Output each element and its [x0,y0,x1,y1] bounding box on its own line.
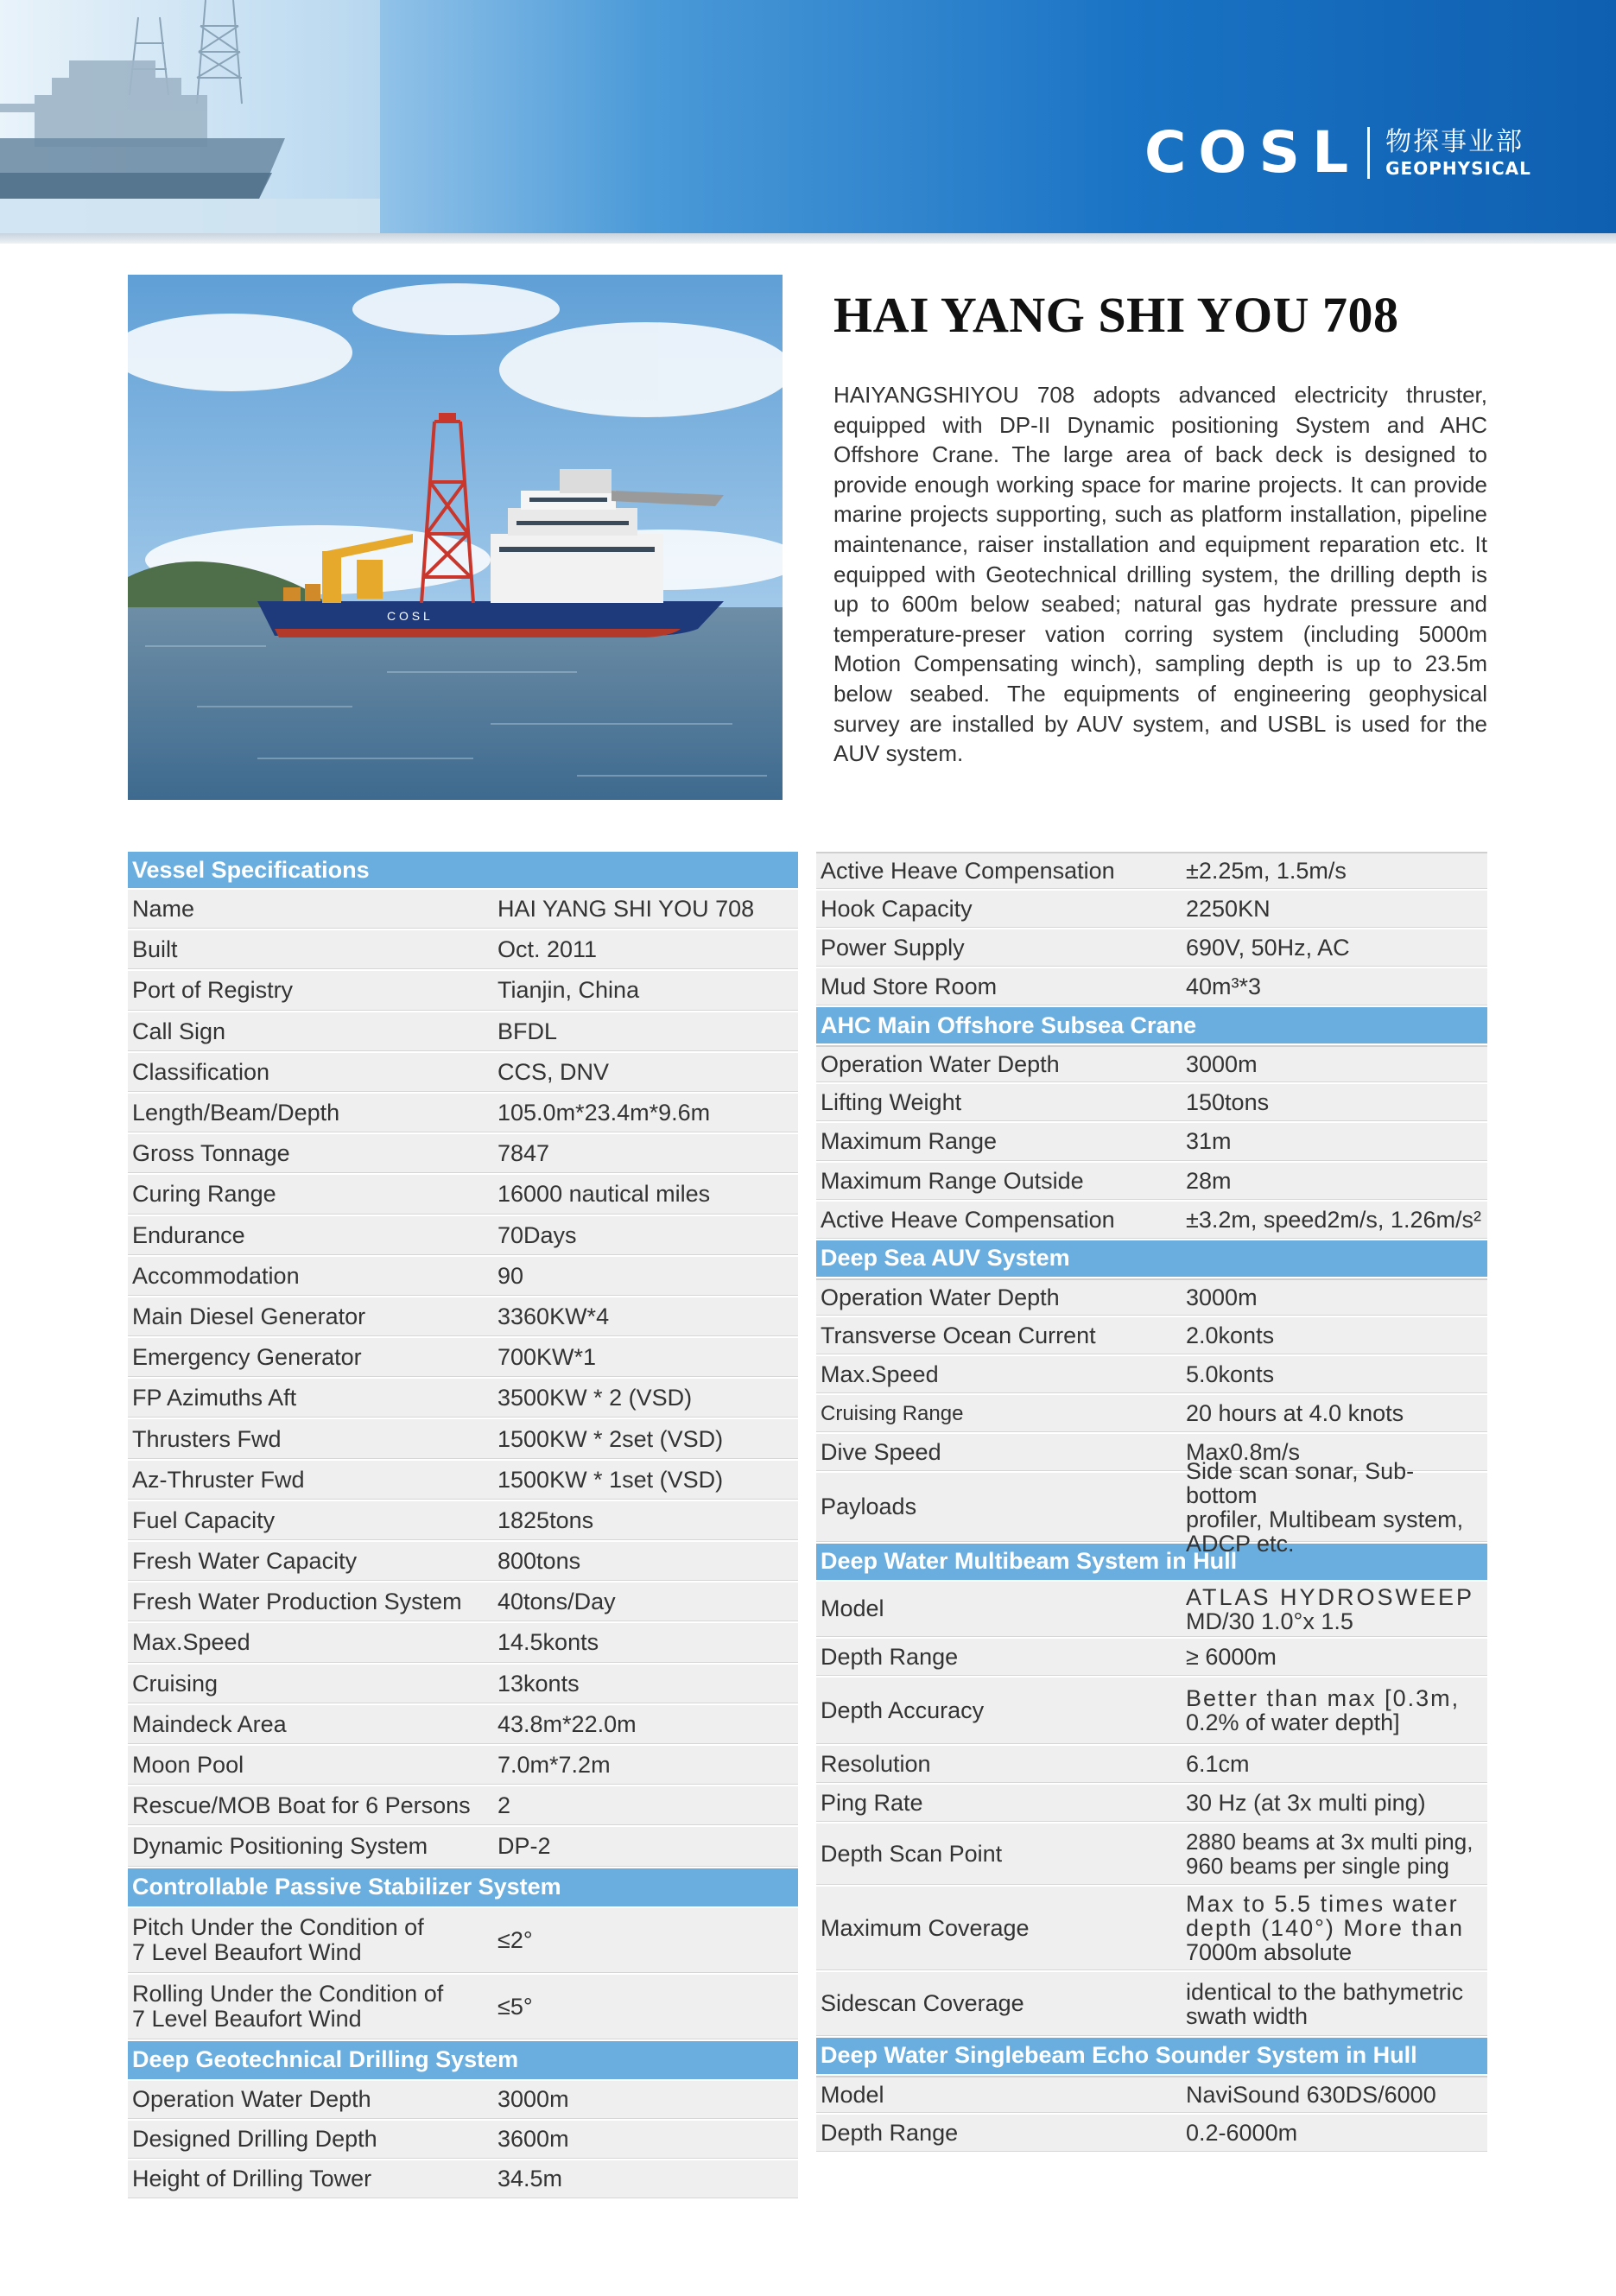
table-row [128,1827,798,1868]
row-value-line: MD/30 1.0°x 1.5 [1186,1608,1353,1634]
table-row [816,2115,1487,2153]
table-row [816,891,1487,929]
row-label: Thrusters Fwd [132,1425,282,1452]
section-header-multibeam: Deep Water Multibeam System in Hull [816,1544,1487,1582]
table-row [128,1012,798,1053]
row-label: Fuel Capacity [132,1506,276,1533]
row-label [128,1915,497,1965]
row-label: Main Diesel Generator [132,1303,366,1329]
row-label: Dive Speed [821,1438,941,1465]
row-value-line: depth (140°) More than [1186,1915,1464,1942]
row-label: Payloads [821,1494,917,1520]
table-row [816,1084,1487,1123]
row-label: Operation Water Depth [821,1284,1060,1310]
row-value: NaviSound 630DS/6000 [1186,2081,1436,2108]
row-value: CCS, DNV [497,1058,610,1085]
row-value: 14.5konts [497,1629,599,1656]
row-label: Depth Accuracy [821,1697,985,1723]
row-value: BFDL [497,1018,558,1044]
table-row [816,1639,1487,1678]
row-label: Curing Range [132,1181,276,1208]
row-label: Accommodation [132,1262,300,1289]
section-header-drilling: Deep Geotechnical Drilling System [128,2041,798,2081]
table-row [816,1678,1487,1746]
row-label: FP Azimuths Aft [132,1385,297,1411]
row-label: Depth Range [821,2119,959,2146]
table-row [128,1053,798,1094]
row-value [1186,1686,1487,1735]
section-header-crane: AHC Main Offshore Subsea Crane [816,1007,1487,1045]
table-row [816,1045,1487,1084]
row-label: Model [821,2081,884,2108]
row-label: Height of Drilling Tower [132,2166,372,2191]
section-header-singlebeam: Deep Water Singlebeam Echo Sounder System in Hull [816,2038,1487,2076]
singlebeam-list [816,2076,1487,2153]
table-row [816,2076,1487,2115]
row-value-line: Max to 5.5 times water [1186,1891,1459,1918]
table-row [816,1163,1487,1202]
row-value: 34.5m [497,2166,563,2191]
table-row [128,1216,798,1257]
logo-separator [1367,127,1370,179]
row-label: Active Heave Compensation [821,858,1115,884]
row-label: Cruising [132,1670,219,1697]
row-label: Depth Range [821,1643,959,1670]
table-row [128,1338,798,1379]
table-row [816,1395,1487,1434]
row-label: Transverse Ocean Current [821,1322,1096,1348]
row-value-line: Better than max [0.3m, [1186,1685,1461,1712]
row-label: Max.Speed [821,1360,939,1387]
row-value-line: 960 beams per single ping [1186,1853,1449,1880]
table-row [128,1379,798,1419]
row-value: Tianjin, China [497,977,640,1004]
row-value-line: swath width [1186,2002,1309,2029]
row-label: Built [132,936,178,963]
table-row [816,1123,1487,1162]
row-label: Az-Thruster Fwd [132,1466,305,1493]
logo-wordmark: COSL [1144,119,1361,186]
table-row [816,1582,1487,1639]
table-row [128,2160,798,2200]
row-label [128,1982,497,2032]
table-row [128,1542,798,1582]
row-label: Port of Registry [132,977,294,1004]
row-value-line: Side scan sonar, Sub-bottom [1186,1457,1415,1508]
table-row [816,1278,1487,1317]
row-value: ≤2° [497,1926,533,1953]
table-row [128,1175,798,1215]
row-label: Dynamic Positioning System [132,1833,428,1860]
table-row [128,1582,798,1623]
row-value: DP-2 [497,1833,551,1860]
row-label: Moon Pool [132,1752,244,1779]
row-label: Sidescan Coverage [821,1990,1024,2017]
row-value: 1500KW * 2set (VSD) [497,1425,724,1452]
row-value: 7.0m*7.2m [497,1752,611,1779]
row-label: Maximum Range Outside [821,1167,1084,1194]
row-label: Maximum Coverage [821,1914,1030,1941]
table-row [128,1623,798,1664]
cosl-logo [1144,119,1531,186]
row-value [1186,1892,1487,1964]
row-value [1186,1585,1487,1633]
row-value: 3000m [497,2086,569,2112]
row-label: Operation Water Depth [132,2086,371,2112]
row-label-line: 7 Level Beaufort Wind [132,1939,362,1965]
row-label-line: Rolling Under the Condition of [132,1981,444,2007]
table-row [128,930,798,971]
section-header-vessel-specifications: Vessel Specifications [128,852,798,890]
row-value: 0.2-6000m [1186,2119,1298,2146]
row-value: 28m [1186,1167,1232,1194]
row-value: 90 [497,1262,524,1289]
row-label: Mud Store Room [821,974,998,999]
vessel-description: HAIYANGSHIYOU 708 adopts advanced electricity thruster, equipped with DP-II Dynamic positioning System and AHC Offshore Crane. The large area of back deck is designed to provide enough working space for marine projects. It can provide marine projects supporting, such as platform installation, pipeline maintenance, raiser installation and equipment reparation etc. It equipped with Geotechnical drilling system, the drilling depth is up to 600m below seabed; natural gas hydrate pressure and temperature-preser vation corring system (including 5000m Motion Compensating winch), sampling depth is up to 23.5m below seabed. The equipments of engineering geophysical survey are installed by AUV system, and USBL is used for the AUV system. [833,382,1487,767]
row-value: 31m [1186,1128,1232,1155]
row-label: Ping Rate [821,1789,923,1816]
row-value: 690V, 50Hz, AC [1186,935,1350,961]
row-label: Emergency Generator [132,1344,362,1371]
row-value: 40m³*3 [1186,974,1262,999]
row-value: 700KW*1 [497,1344,597,1371]
row-label: Power Supply [821,935,965,961]
row-value: 2 [497,1792,511,1819]
row-value-line: ATLAS HYDROSWEEP [1186,1583,1475,1610]
row-value: 6.1cm [1186,1750,1250,1777]
table-row [128,1975,798,2041]
row-label: Active Heave Compensation [821,1206,1115,1233]
section-header-auv: Deep Sea AUV System [816,1240,1487,1278]
row-value: 16000 nautical miles [497,1181,711,1208]
row-label: Endurance [132,1221,245,1248]
row-value: 800tons [497,1548,581,1575]
table-row [816,929,1487,968]
row-value: 20 hours at 4.0 knots [1186,1399,1404,1426]
svg-text:C O S L: C O S L [387,609,430,623]
row-value: 7847 [497,1140,550,1167]
row-value-line: 0.2% of water depth] [1186,1709,1400,1736]
table-row [128,2121,798,2160]
table-row [816,1356,1487,1395]
row-value: 13konts [497,1670,580,1697]
table-row [816,1202,1487,1240]
row-value: ±3.2m, speed2m/s, 1.26m/s² [1186,1206,1481,1233]
row-value: 105.0m*23.4m*9.6m [497,1100,711,1126]
row-value: 5.0konts [1186,1360,1275,1387]
row-value: 40tons/Day [497,1589,616,1615]
row-value: 70Days [497,1221,577,1248]
table-row [128,1461,798,1501]
table-row [128,1297,798,1338]
row-value-line: ADCP etc. [1186,1530,1295,1557]
auv-list [816,1278,1487,1473]
row-value: 3000m [1186,1284,1258,1310]
row-value: Oct. 2011 [497,936,598,963]
table-row [128,1257,798,1297]
row-value: 3600m [497,2126,569,2152]
table-row [128,1094,798,1134]
row-value: 3360KW*4 [497,1303,610,1329]
logo-division [1385,127,1531,179]
table-row [816,1823,1487,1887]
row-value: HAI YANG SHI YOU 708 [497,896,755,923]
banner-ship-image [0,0,380,233]
table-row [128,1746,798,1786]
row-label: Resolution [821,1750,931,1777]
row-label-line: 7 Level Beaufort Wind [132,2006,362,2032]
table-row [816,1785,1487,1823]
row-value: 2.0konts [1186,1322,1275,1348]
table-row [128,890,798,930]
row-label: Call Sign [132,1018,226,1044]
table-row [816,1746,1487,1785]
table-row [128,1134,798,1175]
table-row [128,1786,798,1827]
table-row [128,1501,798,1542]
table-row [816,1972,1487,2038]
row-label: Model [821,1595,884,1622]
table-row [128,971,798,1012]
row-value: 43.8m*22.0m [497,1710,637,1737]
row-label: Cruising Range [821,1401,964,1425]
row-label: Fresh Water Capacity [132,1548,358,1575]
table-row [816,968,1487,1007]
table-row [128,1705,798,1746]
row-value: 30 Hz (at 3x multi ping) [1186,1789,1426,1816]
row-value-line: profiler, Multibeam system, [1186,1506,1464,1532]
row-label: Name [132,896,195,923]
drilling-list [128,2081,798,2200]
row-value: 1825tons [497,1506,594,1533]
left-spec-table [128,852,798,2200]
row-label: Lifting Weight [821,1089,962,1116]
crane-list [816,1045,1487,1240]
row-value: 150tons [1186,1089,1270,1116]
row-value [1186,1980,1487,2028]
right-spec-table [816,852,1487,2153]
row-value: 2250KN [1186,896,1271,922]
row-value: 3000m [1186,1051,1258,1078]
row-value: ±2.25m, 1.5m/s [1186,858,1347,884]
row-label: Operation Water Depth [821,1051,1060,1078]
table-row [128,1665,798,1705]
row-label: Maindeck Area [132,1710,287,1737]
row-value: ≥ 6000m [1186,1643,1277,1670]
table-row [816,1457,1487,1557]
row-value: Max0.8m/s [1186,1438,1301,1465]
logo-chinese-text: 物探事业部 [1385,127,1524,157]
vessel-photo [128,275,783,800]
row-value-line: identical to the bathymetric [1186,1978,1464,2005]
row-value [1186,1830,1487,1878]
row-label: Maximum Range [821,1128,998,1155]
logo-english-text: GEOPHYSICAL [1385,158,1531,179]
table-row [128,1908,798,1975]
row-value [1186,1459,1487,1556]
row-label: Depth Scan Point [821,1840,1003,1867]
row-value-line: 2880 beams at 3x multi ping, [1186,1829,1473,1855]
table-row [816,1887,1487,1972]
row-label: Classification [132,1058,270,1085]
table-row [816,1317,1487,1356]
drilling-continued-list [816,852,1487,1007]
table-row [128,1419,798,1460]
row-label: Max.Speed [132,1629,250,1656]
row-label: Length/Beam/Depth [132,1100,340,1126]
row-label: Gross Tonnage [132,1140,290,1167]
row-value-line: 7000m absolute [1186,1939,1353,1966]
vessel-specs-list [128,890,798,1868]
section-header-stabilizer: Controllable Passive Stabilizer System [128,1868,798,1908]
table-row [816,852,1487,891]
row-value: 1500KW * 1set (VSD) [497,1466,724,1493]
row-label: Hook Capacity [821,896,973,922]
row-value: ≤5° [497,1993,533,2020]
banner-divider [0,233,1616,244]
row-label-line: Pitch Under the Condition of [132,1914,424,1940]
vessel-title: HAI YANG SHI YOU 708 [833,287,1399,343]
row-label: Fresh Water Production System [132,1589,462,1615]
row-label: Designed Drilling Depth [132,2126,377,2152]
table-row [128,2081,798,2121]
row-label: Rescue/MOB Boat for 6 Persons [132,1792,471,1819]
row-value: 3500KW * 2 (VSD) [497,1385,693,1411]
